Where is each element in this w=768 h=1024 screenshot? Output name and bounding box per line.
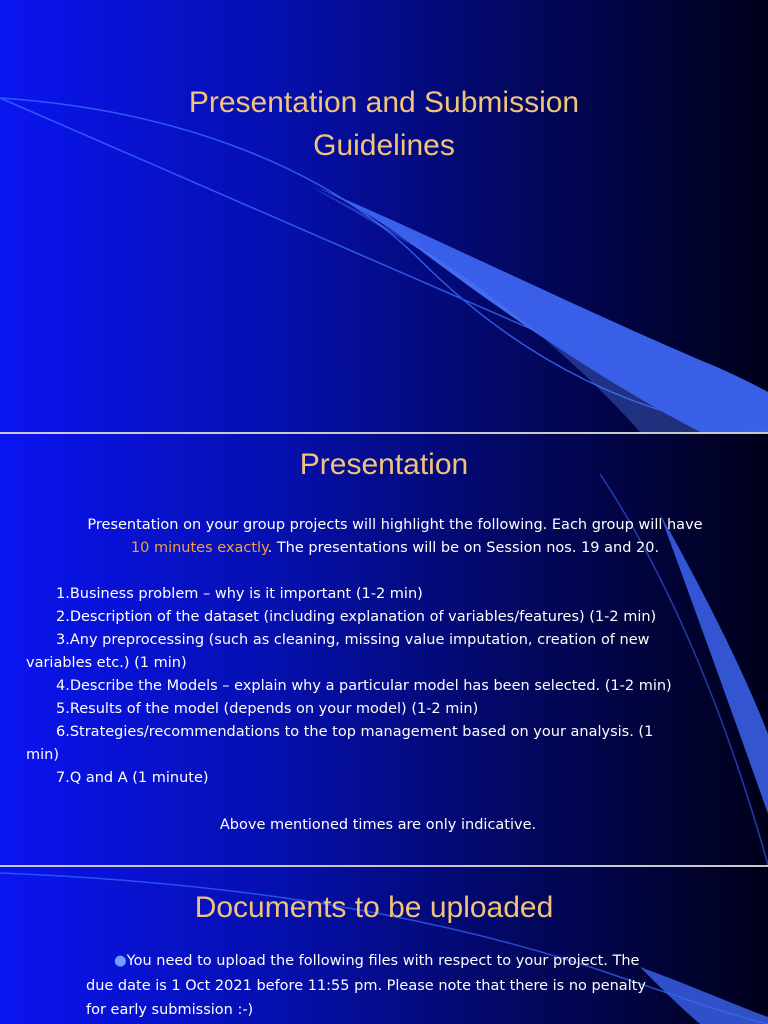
list-item: 7.Q and A (1 minute): [56, 770, 209, 786]
section-title-documents: Documents to be uploaded: [194, 891, 554, 924]
presentation-intro: [40, 514, 750, 560]
intro-highlight: 10 minutes exactly: [130, 540, 268, 556]
list-item: variables etc.) (1 min): [26, 655, 187, 671]
slide-title-line-1: Presentation and Submission: [188, 86, 580, 119]
section-title-presentation: Presentation: [299, 448, 469, 481]
bullet-text: You need to upload the following files with respect to your project. The: [126, 953, 640, 969]
presentation-note: Above mentioned times are only indicative.: [219, 817, 537, 833]
bullet-line: for early submission :-): [86, 1002, 254, 1018]
slide-title: [0, 0, 768, 432]
slide-presentation: [0, 434, 768, 865]
slide-documents: [0, 867, 768, 1024]
list-item: 3.Any preprocessing (such as cleaning, missing value imputation, creation of new: [56, 632, 650, 648]
intro-text-part-2: . The presentations will be on Session nos. 19 and 20.: [267, 540, 660, 556]
list-item: min): [26, 747, 60, 763]
presentation-item-list: [26, 583, 756, 790]
list-item: 6.Strategies/recommendations to the top management based on your analysis. (1: [56, 724, 654, 740]
bullet-dot-icon: ●: [114, 953, 127, 969]
slide-title-line-2: Guidelines: [313, 129, 455, 162]
bullet-line: due date is 1 Oct 2021 before 11:55 pm. Please note that there is no penalty: [86, 977, 646, 994]
list-item: 5.Results of the model (depends on your model) (1-2 min): [56, 701, 479, 717]
list-item: 4.Describe the Models – explain why a particular model has been selected. (1-2 min): [56, 678, 672, 694]
bullet-line: [114, 949, 726, 974]
documents-bullet: [86, 949, 726, 1023]
list-item: 2.Description of the dataset (including explanation of variables/features) (1-2 min): [56, 609, 657, 625]
list-item: 1.Business problem – why is it important (1-2 min): [56, 586, 423, 602]
decorative-swoosh: [0, 0, 768, 432]
intro-text-part-1: Presentation on your group projects will highlight the following. Each group will have: [87, 517, 703, 533]
